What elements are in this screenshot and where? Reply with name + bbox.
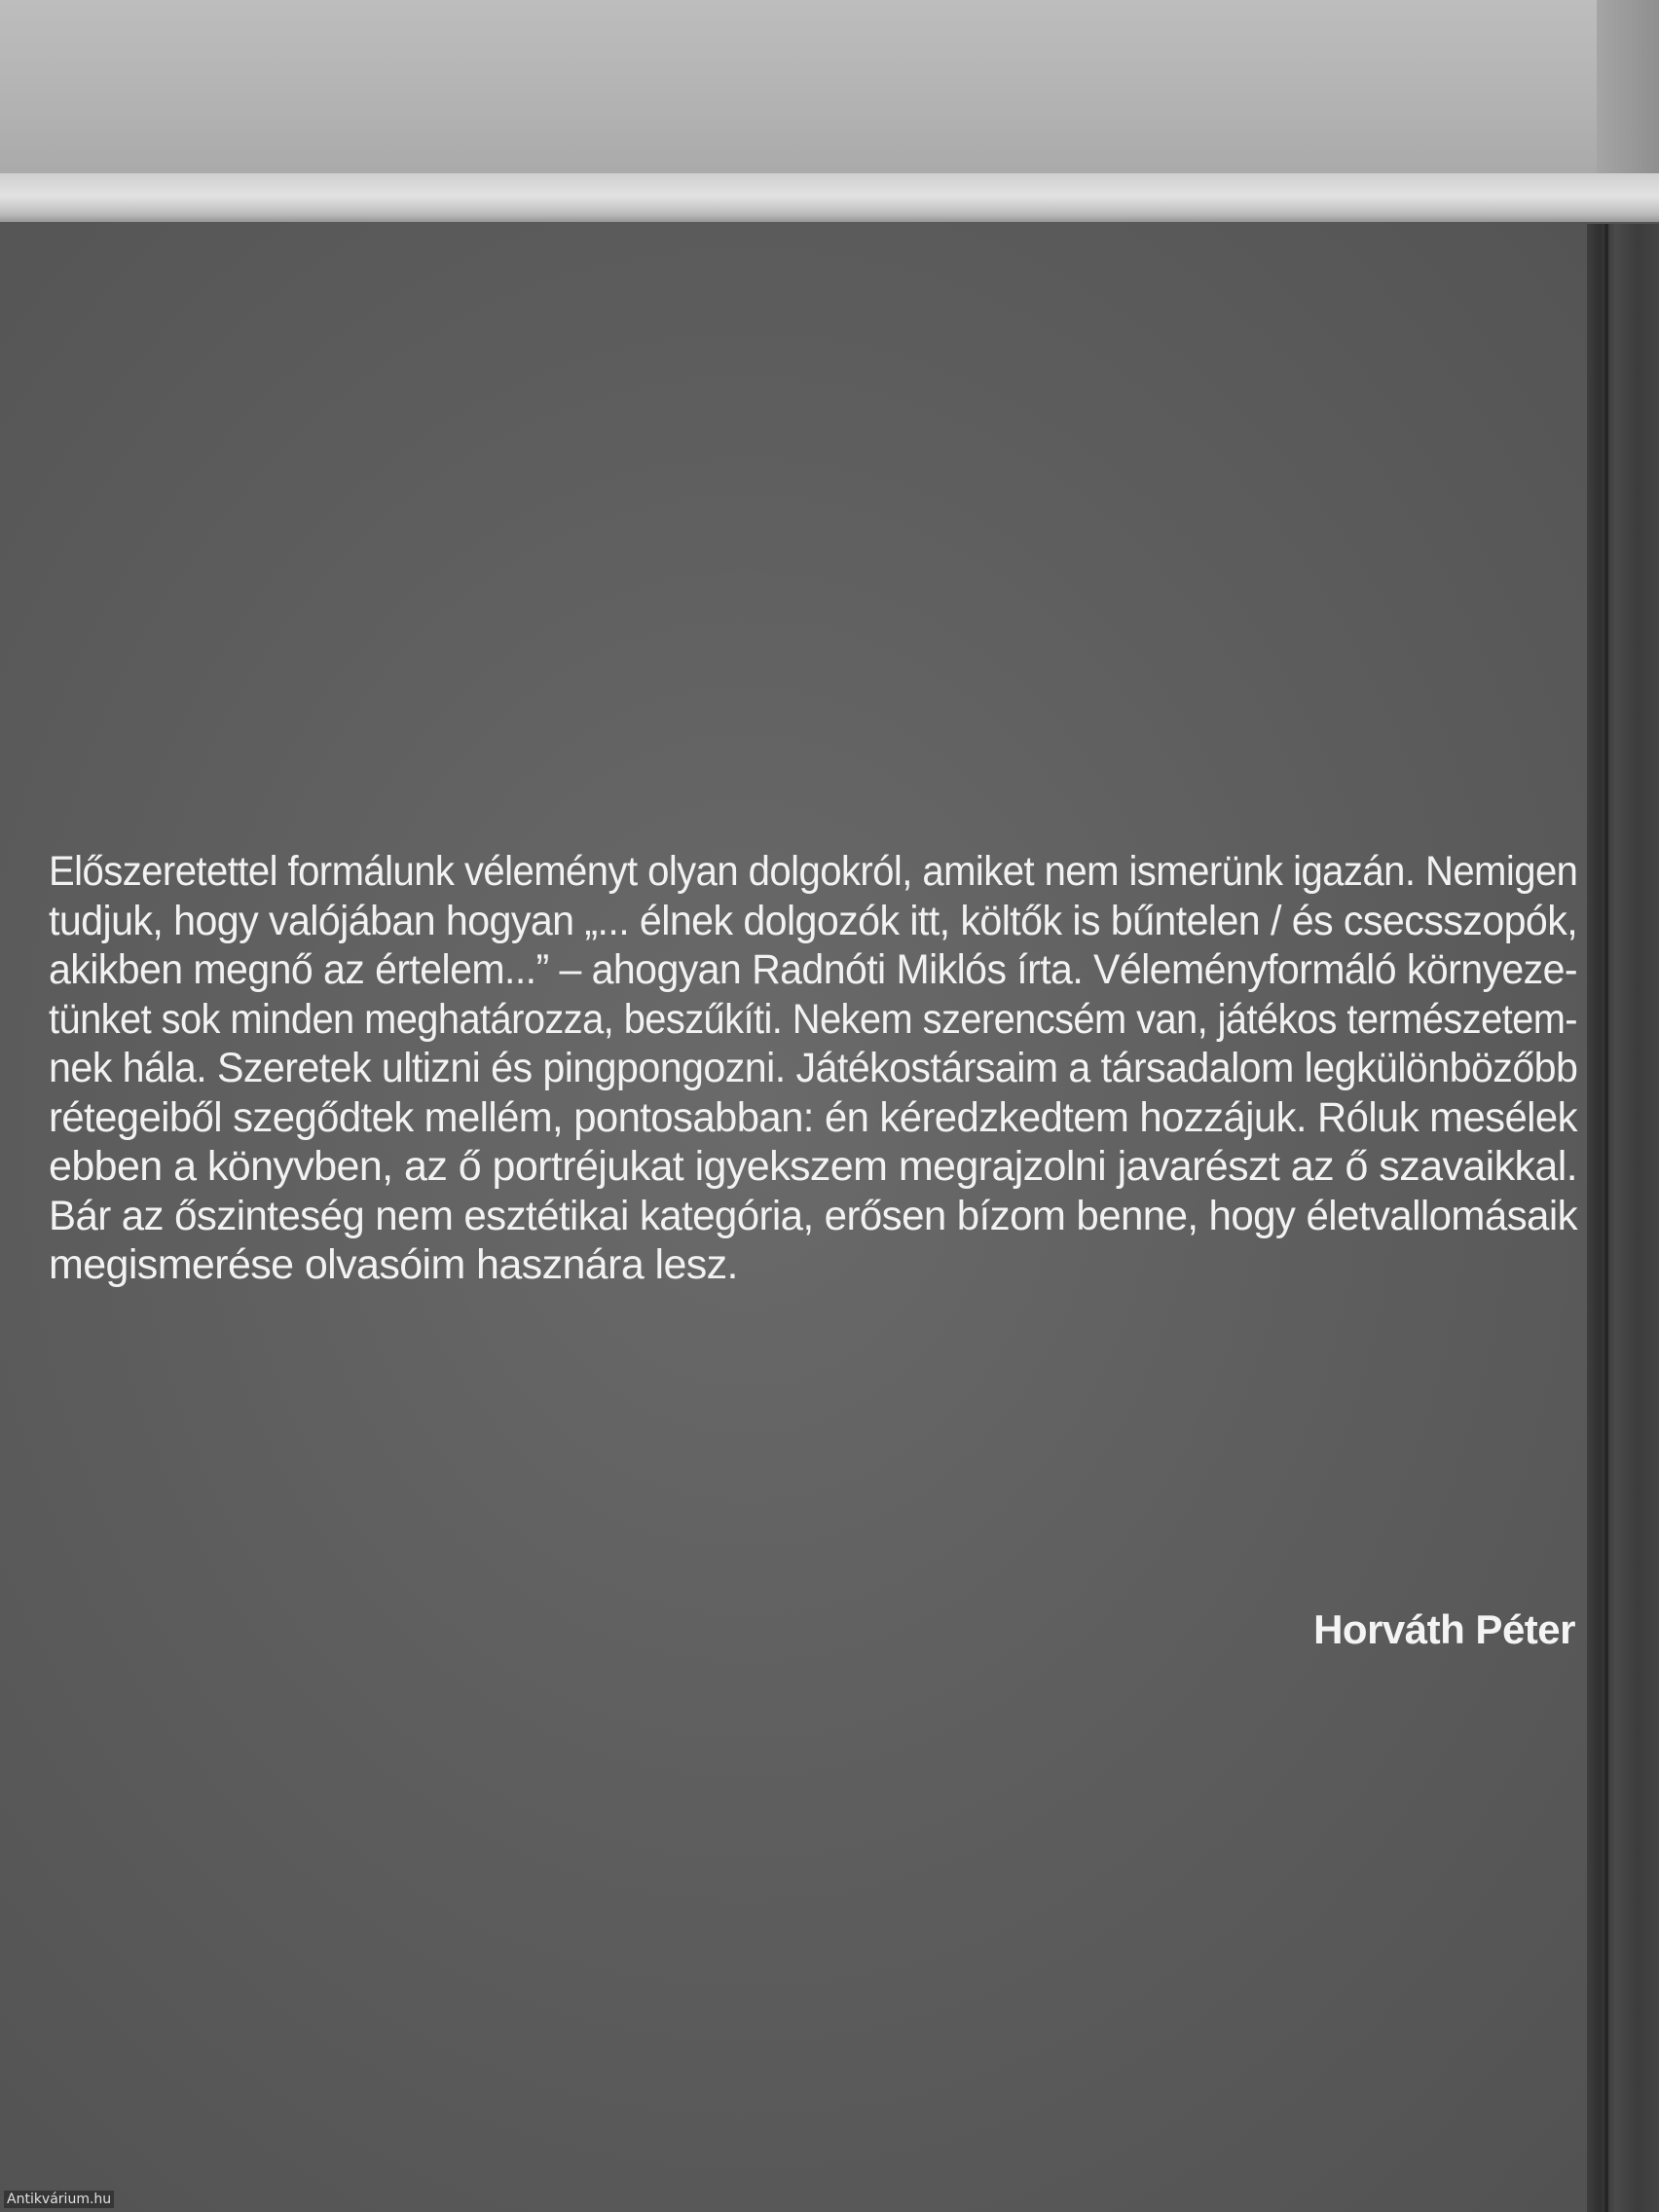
spine-fold <box>1604 224 1608 2212</box>
spine-shadow <box>1587 224 1659 2212</box>
blurb-line: rétegeiből szegődtek mellém, pontosabban: én kéredzkedtem hozzájuk. Róluk mesélek <box>49 1093 1577 1141</box>
blurb-text <box>49 847 1577 1290</box>
blurb-line: akikben megnő az értelem...” – ahogyan Radnóti Miklós írta. Véleményformáló környeze- <box>49 946 1578 993</box>
author-name: Horváth Péter <box>1313 1606 1575 1652</box>
table-surface <box>0 0 1659 180</box>
blurb-line: tudjuk, hogy valójában hogyan „... élnek dolgozók itt, költők is bűntelen / és csecsszopók, <box>49 897 1578 944</box>
blurb-line: Bár az őszinteség nem esztétikai kategória, erősen bízom benne, hogy életvallomásaik <box>49 1192 1578 1239</box>
blurb-line: Előszeretettel formálunk véleményt olyan dolgokról, amiket nem ismerünk igazán. Nemigen <box>49 848 1578 895</box>
blurb-line: nek hála. Szeretek ultizni és pingpongozni. Játékostársaim a társadalom legkülönbözőbb <box>49 1045 1578 1091</box>
blurb-line: megismerése olvasóim hasznára lesz. <box>49 1241 738 1288</box>
blurb-line: tünket sok minden meghatározza, beszűkíti. Nekem szerencsém van, játékos természetem- <box>49 995 1578 1043</box>
blurb-line: ebben a könyvben, az ő portréjukat igyekszem megrajzolni javarészt az ő szavaikkal. <box>49 1143 1577 1190</box>
page-edge-strip <box>0 173 1659 224</box>
watermark: Antikvárium.hu <box>4 2191 114 2208</box>
